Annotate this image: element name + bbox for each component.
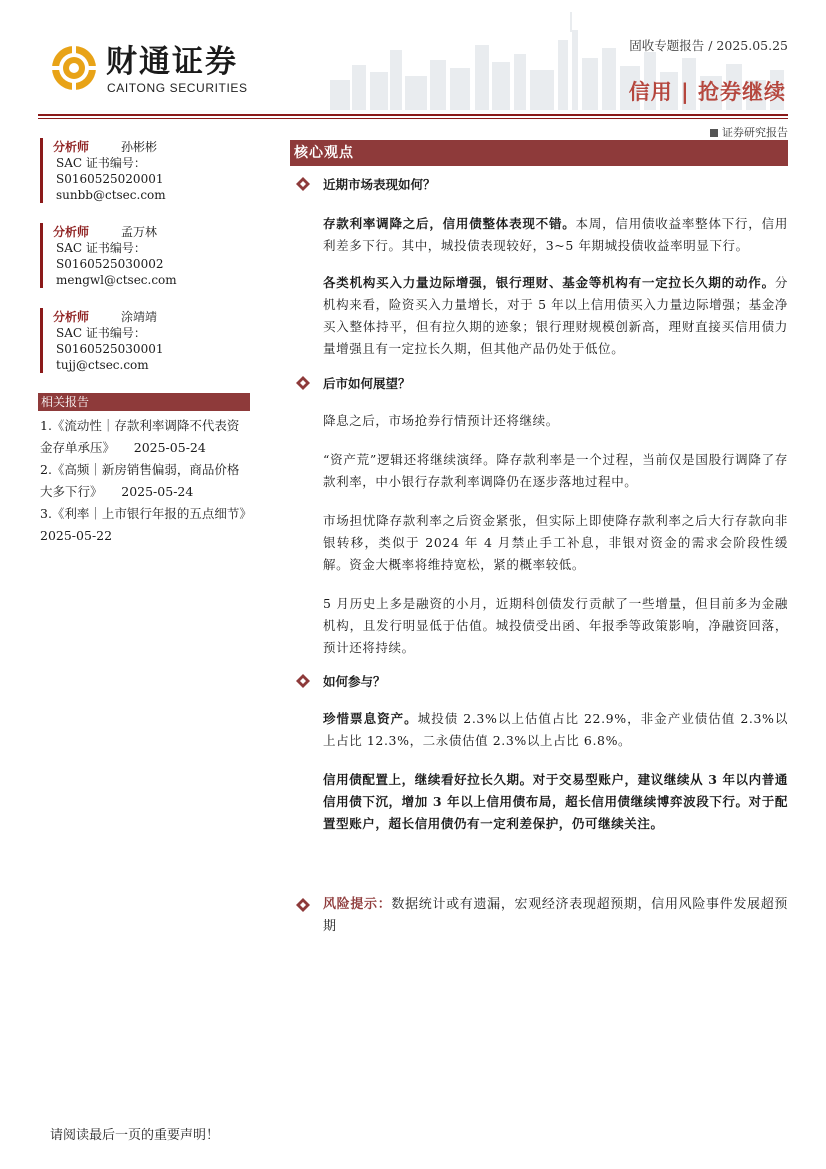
risk-label: 风险提示： [323,897,392,912]
brand-name-cn: 财通证券 [106,44,238,80]
report-type-label: 证券研究报告 [722,126,788,139]
related-report-item[interactable]: 3.《利率｜上市银行年报的五点细节》2025-05-22 [40,506,246,543]
core-viewpoints [290,140,788,938]
report-title: 信用 | 抢券继续 [628,80,786,104]
analyst-heading [40,138,250,155]
caitong-logo-icon [50,44,98,92]
report-meta: 固收专题报告 / 2025.05.25 [629,38,788,53]
analyst-name: 涂靖靖 [121,310,158,324]
question-text: 如何参与？ [323,674,386,689]
section-question [290,375,788,393]
diamond-bullet-icon [296,376,310,390]
analyst-name: 孙彬彬 [121,140,158,154]
paragraph [290,272,788,360]
risk-warning [290,894,788,938]
core-heading: 核心观点 [290,140,788,166]
paragraph-body: 本周，信用债收益率整体下行，信用利差多下行。其中，城投债表现较好，3~5 年期城投债收益率明显下行。 [323,216,788,253]
section-question [290,673,788,691]
paragraph-lead: 珍惜票息资产。 [323,711,418,726]
footer-disclaimer: 请阅读最后一页的重要声明！ [50,1128,220,1143]
analyst-heading [40,308,250,325]
diamond-bullet-icon [296,674,310,688]
analyst-email[interactable]: tujj@ctsec.com [40,357,250,373]
analyst-sac: SAC 证书编号：S0160525030002 [40,240,250,272]
related-report-item[interactable]: 2.《高频｜新房销售偏弱，商品价格大多下行》 2025-05-24 [40,462,240,499]
square-bullet-icon [710,129,718,137]
related-reports-heading: 相关报告 [38,393,250,411]
paragraph: 5 月历史上多是融资的小月，近期科创债发行贡献了一些增量，但目前多为金融机构，且发行明显低于估值。城投债受出函、年报季等政策影响，净融资回落，预计还将持续。 [323,596,788,655]
page-header [0,0,826,139]
paragraph-lead: 信用债配置上，继续看好拉长久期。对于交易型账户，建议继续从 3 年以内普通信用债下沉，增加 3 年以上信用债布局，超长信用债继续博弈波段下行。对于配置型账户，超长信用债仍有一定利差保护，仍可继续关注。 [323,772,788,831]
brand-name-en: CAITONG SECURITIES [107,81,248,95]
analyst-sac: SAC 证书编号：S0160525030001 [40,325,250,357]
analyst-role: 分析师 [53,225,90,239]
paragraph-lead: 存款利率调降之后，信用债整体表现不错。 [323,216,576,231]
related-reports-list [38,415,250,547]
question-text: 近期市场表现如何？ [323,177,436,192]
analyst-role: 分析师 [53,140,90,154]
paragraph [290,769,788,835]
report-type [710,124,788,140]
analyst-card [38,308,250,373]
analyst-sac: SAC 证书编号：S0160525020001 [40,155,250,187]
paragraph-lead: 各类机构买入力量边际增强，银行理财、基金等机构有一定拉长久期的动作。 [323,275,775,290]
related-report-item[interactable]: 1.《流动性｜存款利率调降不代表资金存单承压》 2025-05-24 [40,418,240,455]
paragraph [290,213,788,257]
analyst-card [38,138,250,203]
analyst-email[interactable]: mengwl@ctsec.com [40,272,250,288]
paragraph [290,708,788,752]
sidebar [38,138,250,547]
question-text: 后市如何展望？ [323,376,411,391]
analyst-role: 分析师 [53,310,90,324]
diamond-bullet-icon [296,177,310,191]
analyst-name: 孟万林 [121,225,158,239]
paragraph-body: 城投债 2.3%以上估值占比 22.9%，非金产业债估值 2.3%以上占比 12.3%，二永债估值 2.3%以上占比 6.8%。 [323,711,789,748]
paragraph: “资产荒”逻辑还将继续演绎。降存款利率是一个过程，当前仅是国股行调降了存款利率，中小银行存款利率调降仍在逐步落地过程中。 [323,452,788,489]
risk-text: 数据统计或有遗漏，宏观经济表现超预期，信用风险事件发展超预期 [323,897,788,934]
analyst-email[interactable]: sunbb@ctsec.com [40,187,250,203]
header-divider [38,114,788,116]
header-divider-thin [38,118,788,119]
section-question [290,176,788,194]
paragraph-body: 分机构来看，险资买入力量增长，对于 5 年以上信用债买入力量边际增强；基金净买入整体持平，但有拉久期的迹象；银行理财规模创新高，理财直接买信用债力量增强且有一定拉长久期，但其他产品仍处于低位。 [323,275,788,356]
analyst-card [38,223,250,288]
paragraph: 市场担忧降存款利率之后资金紧张，但实际上即使降存款利率之后大行存款向非银转移，类似于 2024 年 4 月禁止手工补息，非银对资金的需求会阶段性缓解。资金大概率将维持宽松，紧的概率较低。 [323,513,788,572]
diamond-bullet-icon [296,898,310,912]
analyst-heading [40,223,250,240]
paragraph: 降息之后，市场抢券行情预计还将继续。 [323,413,559,428]
